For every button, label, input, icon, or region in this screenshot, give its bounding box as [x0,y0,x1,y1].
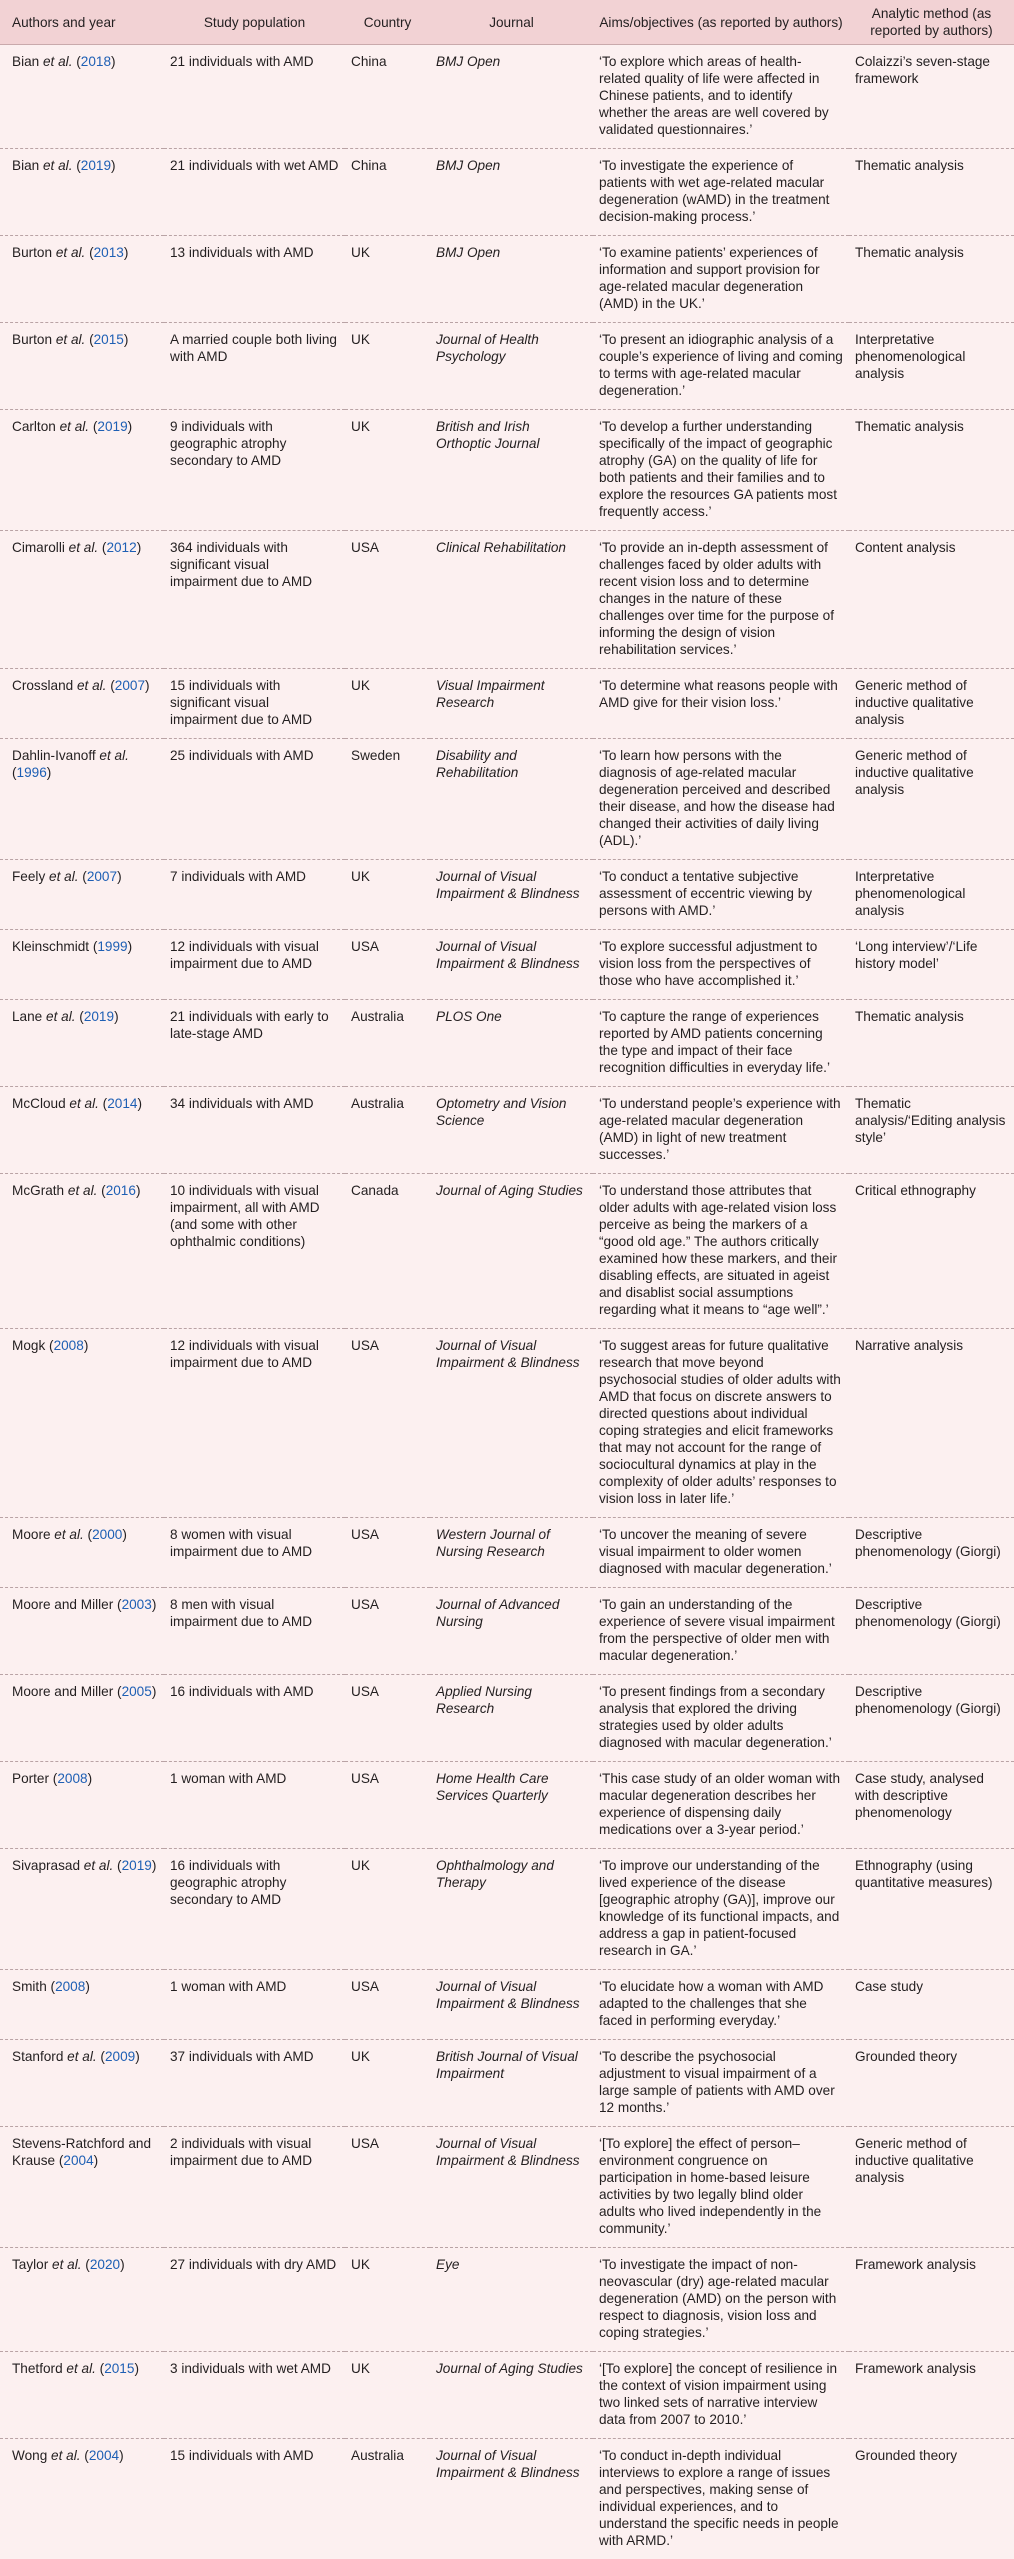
population-cell: 3 individuals with wet AMD [164,2352,345,2439]
author-etal: et al. [47,2448,80,2463]
aims-cell: ‘To conduct in-depth individual interviews to explore a range of issues and perspectives, making sense of individual experiences, and to understand the specific needs in people with ARMD.’ [593,2439,849,2559]
year-link[interactable]: 2012 [106,540,136,555]
aims-cell: ‘To describe the psychosocial adjustment to visual impairment of a large sample of patients with AMD over 12 months.’ [593,2040,849,2127]
country-cell: UK [345,410,430,531]
journal-cell: Journal of Visual Impairment & Blindness [430,860,593,930]
country-cell: USA [345,930,430,1000]
country-cell: USA [345,531,430,669]
year-link[interactable]: 1999 [97,939,127,954]
journal-cell: Ophthalmology and Therapy [430,1849,593,1970]
author-cell: Bian et al. (2018) [0,45,164,149]
author-cell: Kleinschmidt (1999) [0,930,164,1000]
population-cell: 1 woman with AMD [164,1762,345,1849]
country-cell: USA [345,1518,430,1588]
author-cell: Burton et al. (2013) [0,236,164,323]
author-etal: et al. [48,2257,81,2272]
journal-cell: Applied Nursing Research [430,1675,593,1762]
population-cell: 7 individuals with AMD [164,860,345,930]
country-cell: Canada [345,1174,430,1329]
aims-cell: ‘To explore which areas of health-related quality of life were affected in Chinese patients, and to identify whether the areas are well covered by validated questionnaires.’ [593,45,849,149]
author-name: Wong [12,2448,47,2463]
year-link[interactable]: 2018 [81,54,111,69]
country-cell: USA [345,2127,430,2248]
aims-cell: ‘To determine what reasons people with AMD give for their vision loss.’ [593,669,849,739]
header-author: Authors and year [0,0,164,45]
author-etal: et al. [66,1096,99,1111]
author-cell: Bian et al. (2019) [0,149,164,236]
journal-cell: British and Irish Orthoptic Journal [430,410,593,531]
author-cell: Lane et al. (2019) [0,1000,164,1087]
header-population: Study population [164,0,345,45]
table-row [0,669,1014,739]
author-cell: Moore and Miller (2003) [0,1588,164,1675]
table-row [0,149,1014,236]
population-cell: 25 individuals with AMD [164,739,345,860]
journal-cell: British Journal of Visual Impairment [430,2040,593,2127]
author-name: Moore and Miller [12,1597,113,1612]
method-cell: Generic method of inductive qualitative analysis [849,739,1014,860]
aims-cell: ‘To understand those attributes that older adults with age-related vision loss perceive as being the markers of a “good old age.” The authors critically examined how these markers, and their disabling effects, are situated in ageist and disablist social assumptions regarding what it means to “age well”.’ [593,1174,849,1329]
table-row [0,739,1014,860]
aims-cell: ‘To present findings from a secondary analysis that explored the driving strategies used by older adults diagnosed with macular degeneration.’ [593,1675,849,1762]
author-name: Kleinschmidt [12,939,89,954]
population-cell: 37 individuals with AMD [164,2040,345,2127]
year-link[interactable]: 2020 [90,2257,120,2272]
table-row [0,1588,1014,1675]
aims-cell: ‘To improve our understanding of the lived experience of the disease [geographic atrophy (GA)], improve our knowledge of its functional impacts, and address a gap in patient-focused research in GA.’ [593,1849,849,1970]
population-cell: 8 women with visual impairment due to AMD [164,1518,345,1588]
year-link[interactable]: 2014 [107,1096,137,1111]
aims-cell: ‘To investigate the experience of patients with wet age-related macular degeneration (wAMD) in the treatment decision-making process.’ [593,149,849,236]
author-etal: et al. [51,1527,84,1542]
country-cell: UK [345,2040,430,2127]
aims-cell: ‘To examine patients’ experiences of information and support provision for age-related macular degeneration (AMD) in the UK.’ [593,236,849,323]
year-link[interactable]: 2013 [94,245,124,260]
author-cell: Sivaprasad et al. (2019) [0,1849,164,1970]
aims-cell: ‘To present an idiographic analysis of a couple’s experience of living and coming to terms with age-related macular degeneration.’ [593,323,849,410]
country-cell: UK [345,2352,430,2439]
journal-cell: Journal of Health Psychology [430,323,593,410]
country-cell: UK [345,323,430,410]
year-link[interactable]: 2016 [106,1183,136,1198]
author-etal: et al. [45,869,78,884]
table-row [0,1329,1014,1518]
author-etal: et al. [73,678,106,693]
author-name: Burton [12,332,52,347]
author-name: Smith [12,1979,47,1994]
journal-cell: BMJ Open [430,45,593,149]
population-cell: 13 individuals with AMD [164,236,345,323]
author-cell: Moore et al. (2000) [0,1518,164,1588]
author-etal: et al. [52,332,85,347]
method-cell: Case study [849,1970,1014,2040]
aims-cell: ‘[To explore] the effect of person–environment congruence on participation in home-based leisure activities by two legally blind older adults who lived independently in the community.’ [593,2127,849,2248]
aims-cell: ‘This case study of an older woman with macular degeneration describes her experience of dispensing daily medications over a 3-year period.’ [593,1762,849,1849]
table-row [0,45,1014,149]
aims-cell: ‘To develop a further understanding specifically of the impact of geographic atrophy (GA) on the quality of life for both patients and their families and to explore the resources GA patients most frequently access.’ [593,410,849,531]
method-cell: Ethnography (using quantitative measures) [849,1849,1014,1970]
author-name: Burton [12,245,52,260]
population-cell: 16 individuals with AMD [164,1675,345,1762]
method-cell: Thematic analysis [849,149,1014,236]
table-row [0,2040,1014,2127]
aims-cell: ‘[To explore] the concept of resilience in the context of vision impairment using two linked sets of narrative interview data from 2007 to 2010.’ [593,2352,849,2439]
year-link[interactable]: 2015 [94,332,124,347]
author-name: Moore and Miller [12,1684,113,1699]
year-link[interactable]: 2008 [55,1979,85,1994]
author-etal: et al. [96,748,129,763]
journal-cell: Eye [430,2248,593,2352]
method-cell: Thematic analysis [849,410,1014,531]
population-cell: 21 individuals with AMD [164,45,345,149]
author-etal: et al. [63,2049,96,2064]
method-cell: Content analysis [849,531,1014,669]
method-cell: ‘Long interview’/‘Life history model’ [849,930,1014,1000]
aims-cell: ‘To learn how persons with the diagnosis of age-related macular degeneration perceived and described their disease, and how the disease had changed their activities of daily living (ADL).’ [593,739,849,860]
author-name: McGrath [12,1183,64,1198]
author-etal: et al. [64,1183,97,1198]
table-row [0,1518,1014,1588]
method-cell: Descriptive phenomenology (Giorgi) [849,1518,1014,1588]
author-etal: et al. [80,1858,113,1873]
year-link[interactable]: 2007 [115,678,145,693]
author-name: Crossland [12,678,73,693]
method-cell: Interpretative phenomenological analysis [849,860,1014,930]
method-cell: Descriptive phenomenology (Giorgi) [849,1675,1014,1762]
author-name: Dahlin-Ivanoff [12,748,96,763]
author-cell: Dahlin-Ivanoff et al. (1996) [0,739,164,860]
year-link[interactable]: 2015 [104,2361,134,2376]
year-link[interactable]: 2004 [63,2153,93,2168]
journal-cell: Visual Impairment Research [430,669,593,739]
population-cell: 2 individuals with visual impairment due to AMD [164,2127,345,2248]
method-cell: Critical ethnography [849,1174,1014,1329]
table-row [0,930,1014,1000]
table-row [0,531,1014,669]
method-cell: Framework analysis [849,2248,1014,2352]
population-cell: A married couple both living with AMD [164,323,345,410]
population-cell: 364 individuals with significant visual impairment due to AMD [164,531,345,669]
method-cell: Generic method of inductive qualitative analysis [849,2127,1014,2248]
method-cell: Thematic analysis [849,236,1014,323]
author-name: Thetford [12,2361,63,2376]
aims-cell: ‘To provide an in-depth assessment of challenges faced by older adults with recent vision loss and to determine changes in the nature of these challenges over time for the purpose of informing the design of vision rehabilitation services.’ [593,531,849,669]
method-cell: Grounded theory [849,2040,1014,2127]
author-name: Lane [12,1009,42,1024]
author-name: McCloud [12,1096,66,1111]
population-cell: 9 individuals with geographic atrophy secondary to AMD [164,410,345,531]
table-row [0,1087,1014,1174]
year-link[interactable]: 2019 [97,419,127,434]
table-row [0,2127,1014,2248]
method-cell: Thematic analysis/‘Editing analysis style’ [849,1087,1014,1174]
year-link[interactable]: 2000 [92,1527,122,1542]
author-cell: Moore and Miller (2005) [0,1675,164,1762]
population-cell: 12 individuals with visual impairment due to AMD [164,1329,345,1518]
country-cell: USA [345,1588,430,1675]
author-cell: Porter (2008) [0,1762,164,1849]
country-cell: China [345,149,430,236]
year-link[interactable]: 2019 [81,158,111,173]
journal-cell: Journal of Visual Impairment & Blindness [430,1329,593,1518]
country-cell: Australia [345,2439,430,2559]
author-etal: et al. [65,540,98,555]
country-cell: USA [345,1329,430,1518]
table-row [0,2248,1014,2352]
year-link[interactable]: 2008 [54,1338,84,1353]
header-country: Country [345,0,430,45]
author-cell: McGrath et al. (2016) [0,1174,164,1329]
year-link[interactable]: 2008 [57,1771,87,1786]
journal-cell: BMJ Open [430,149,593,236]
year-link[interactable]: 2004 [89,2448,119,2463]
journal-cell: BMJ Open [430,236,593,323]
method-cell: Interpretative phenomenological analysis [849,323,1014,410]
author-name: Bian [12,54,39,69]
method-cell: Case study, analysed with descriptive phenomenology [849,1762,1014,1849]
table-row [0,323,1014,410]
year-link[interactable]: 2005 [122,1684,152,1699]
table-row [0,1174,1014,1329]
author-cell: Stevens-Ratchford and Krause (2004) [0,2127,164,2248]
header-journal: Journal [430,0,593,45]
author-name: Cimarolli [12,540,65,555]
country-cell: UK [345,236,430,323]
country-cell: Australia [345,1000,430,1087]
aims-cell: ‘To capture the range of experiences reported by AMD patients concerning the type and impact of their face recognition difficulties in everyday life.’ [593,1000,849,1087]
author-etal: et al. [56,419,89,434]
table-row [0,1762,1014,1849]
population-cell: 27 individuals with dry AMD [164,2248,345,2352]
country-cell: USA [345,1970,430,2040]
method-cell: Generic method of inductive qualitative analysis [849,669,1014,739]
journal-cell: Disability and Rehabilitation [430,739,593,860]
population-cell: 8 men with visual impairment due to AMD [164,1588,345,1675]
country-cell: USA [345,1675,430,1762]
author-name: Taylor [12,2257,48,2272]
country-cell: UK [345,860,430,930]
table-row [0,1675,1014,1762]
population-cell: 12 individuals with visual impairment due to AMD [164,930,345,1000]
journal-cell: Journal of Visual Impairment & Blindness [430,1970,593,2040]
header-aims: Aims/objectives (as reported by authors) [593,0,849,45]
aims-cell: ‘To conduct a tentative subjective assessment of eccentric viewing by persons with AMD.’ [593,860,849,930]
country-cell: UK [345,2248,430,2352]
author-etal: et al. [42,1009,75,1024]
year-link[interactable]: 2003 [122,1597,152,1612]
author-cell: Crossland et al. (2007) [0,669,164,739]
method-cell: Descriptive phenomenology (Giorgi) [849,1588,1014,1675]
author-cell: Wong et al. (2004) [0,2439,164,2559]
aims-cell: ‘To elucidate how a woman with AMD adapted to the challenges that she faced in performing everyday.’ [593,1970,849,2040]
year-link[interactable]: 2009 [105,2049,135,2064]
author-cell: Cimarolli et al. (2012) [0,531,164,669]
journal-cell: Journal of Visual Impairment & Blindness [430,2127,593,2248]
year-link[interactable]: 2007 [87,869,117,884]
method-cell: Colaizzi’s seven-stage framework [849,45,1014,149]
population-cell: 21 individuals with wet AMD [164,149,345,236]
author-name: Stevens-Ratchford and Krause [12,2136,151,2168]
aims-cell: ‘To gain an understanding of the experience of severe visual impairment from the perspective of older men with macular degeneration.’ [593,1588,849,1675]
author-etal: et al. [63,2361,96,2376]
author-cell: Smith (2008) [0,1970,164,2040]
table-row [0,1000,1014,1087]
country-cell: UK [345,1849,430,1970]
population-cell: 15 individuals with significant visual impairment due to AMD [164,669,345,739]
author-cell: Carlton et al. (2019) [0,410,164,531]
population-cell: 1 woman with AMD [164,1970,345,2040]
table-body [0,45,1014,2559]
journal-cell: Journal of Aging Studies [430,1174,593,1329]
author-cell: Mogk (2008) [0,1329,164,1518]
table-row [0,236,1014,323]
table-row [0,860,1014,930]
aims-cell: ‘To uncover the meaning of severe visual impairment to older women diagnosed with macular degeneration.’ [593,1518,849,1588]
journal-cell: Journal of Visual Impairment & Blindness [430,2439,593,2559]
header-method: Analytic method (as reported by authors) [849,0,1014,45]
author-name: Porter [12,1771,49,1786]
country-cell: Sweden [345,739,430,860]
journal-cell: Optometry and Vision Science [430,1087,593,1174]
journal-cell: Journal of Aging Studies [430,2352,593,2439]
country-cell: Australia [345,1087,430,1174]
author-cell: Stanford et al. (2009) [0,2040,164,2127]
author-cell: Thetford et al. (2015) [0,2352,164,2439]
author-name: Moore [12,1527,51,1542]
method-cell: Narrative analysis [849,1329,1014,1518]
country-cell: USA [345,1762,430,1849]
table-row [0,2352,1014,2439]
aims-cell: ‘To suggest areas for future qualitative research that move beyond psychosocial studies of older adults with AMD that focus on discrete answers to directed questions about individual coping strategies and elicit frameworks that may not account for the range of sociocultural dynamics at play in the complexity of older adults’ responses to vision loss in later life.’ [593,1329,849,1518]
aims-cell: ‘To understand people’s experience with age-related macular degeneration (AMD) in light of new treatment successes.’ [593,1087,849,1174]
author-etal: et al. [39,54,72,69]
author-etal: et al. [52,245,85,260]
table-row [0,410,1014,531]
author-name: Sivaprasad [12,1858,80,1873]
author-etal: et al. [39,158,72,173]
author-cell: Burton et al. (2015) [0,323,164,410]
journal-cell: Journal of Advanced Nursing [430,1588,593,1675]
author-name: Feely [12,869,45,884]
population-cell: 34 individuals with AMD [164,1087,345,1174]
year-link[interactable]: 2019 [122,1858,152,1873]
population-cell: 15 individuals with AMD [164,2439,345,2559]
journal-cell: Western Journal of Nursing Research [430,1518,593,1588]
method-cell: Thematic analysis [849,1000,1014,1087]
table-row [0,2439,1014,2559]
country-cell: China [345,45,430,149]
method-cell: Grounded theory [849,2439,1014,2559]
year-link[interactable]: 1996 [17,765,47,780]
journal-cell: Journal of Visual Impairment & Blindness [430,930,593,1000]
author-name: Carlton [12,419,56,434]
population-cell: 16 individuals with geographic atrophy secondary to AMD [164,1849,345,1970]
aims-cell: ‘To investigate the impact of non-neovascular (dry) age-related macular degeneration (AMD) on the person with respect to diagnosis, vision loss and coping strategies.’ [593,2248,849,2352]
population-cell: 10 individuals with visual impairment, all with AMD (and some with other ophthalmic conditions) [164,1174,345,1329]
journal-cell: Home Health Care Services Quarterly [430,1762,593,1849]
table-row [0,1970,1014,2040]
aims-cell: ‘To explore successful adjustment to vision loss from the perspectives of those who have accomplished it.’ [593,930,849,1000]
country-cell: UK [345,669,430,739]
author-cell: McCloud et al. (2014) [0,1087,164,1174]
year-link[interactable]: 2019 [84,1009,114,1024]
journal-cell: Clinical Rehabilitation [430,531,593,669]
author-name: Stanford [12,2049,63,2064]
author-cell: Taylor et al. (2020) [0,2248,164,2352]
header-row [0,0,1014,45]
table-header [0,0,1014,45]
author-cell: Feely et al. (2007) [0,860,164,930]
method-cell: Framework analysis [849,2352,1014,2439]
table-row [0,1849,1014,1970]
author-name: Mogk [12,1338,45,1353]
journal-cell: PLOS One [430,1000,593,1087]
population-cell: 21 individuals with early to late-stage AMD [164,1000,345,1087]
author-name: Bian [12,158,39,173]
